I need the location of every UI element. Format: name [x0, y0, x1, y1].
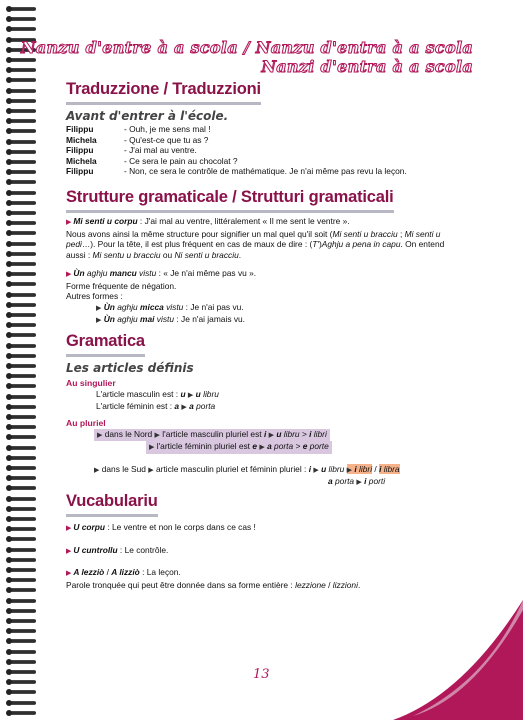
bullet-arrow-icon: ▶ [66, 525, 72, 532]
section-vucabulariu [66, 492, 158, 517]
dialogue-line [66, 145, 407, 156]
text-line [66, 429, 486, 442]
spiral-ring [6, 220, 36, 226]
spiral-ring [6, 506, 36, 512]
spiral-ring [6, 373, 36, 379]
text: : « Je n'ai même pas vu ». [156, 268, 257, 278]
term: vistu [163, 301, 184, 312]
section-traduzzione [66, 80, 261, 123]
term: vistu [136, 268, 157, 278]
example: Aghju a pena in capu [321, 239, 401, 250]
text: dans le Sud [101, 463, 146, 474]
spiral-ring [6, 363, 36, 369]
spiral-ring [6, 343, 36, 349]
spiral-ring [6, 547, 36, 553]
spiral-ring [6, 404, 36, 410]
spiral-ring [6, 638, 36, 644]
text: : Le contrôle. [117, 544, 169, 555]
term: libra [381, 463, 400, 474]
text: dans le Nord [104, 428, 153, 439]
text: : Je n'ai pas vu. [183, 301, 244, 312]
articles-singular [66, 378, 486, 414]
term: U cuntrollu [73, 544, 118, 555]
term: libru > [281, 428, 310, 439]
speaker: Filippu [66, 124, 94, 134]
term: A lizziò [111, 567, 140, 578]
text: . On entend [400, 239, 445, 250]
term: u [180, 388, 186, 399]
spiral-ring [6, 251, 36, 257]
text: : Le ventre et non le corps dans ce cas ! [105, 522, 256, 532]
spiral-ring [6, 128, 36, 134]
spiral-ring [6, 689, 36, 695]
spiral-ring [6, 98, 36, 104]
example: Ni senti u bracciu [174, 249, 239, 260]
text: L'article masculin est : [96, 388, 181, 399]
bullet-arrow-icon: ▶ [66, 271, 72, 278]
spiral-ring [6, 598, 36, 604]
form-line [66, 314, 466, 327]
header-line-1: Nanzu d'entre à a scola / Nanzu d'entra à a scola [20, 38, 473, 57]
spiral-ring [6, 332, 36, 338]
example: Mi senti u bracciu [332, 228, 398, 239]
text: ou [160, 249, 175, 260]
line-text: - Ce sera le pain au chocolat ? [124, 155, 238, 166]
spiral-ring [6, 485, 36, 491]
term: porta > [271, 441, 303, 452]
arrow-icon: ▶ [346, 466, 353, 474]
spiral-ring [6, 322, 36, 328]
term: libru [200, 388, 219, 399]
spiral-ring [6, 353, 36, 359]
spiral-ring [6, 149, 36, 155]
spiral-ring [6, 649, 36, 655]
term: i [263, 428, 267, 439]
spiral-ring [6, 475, 36, 481]
spiral-ring [6, 526, 36, 532]
text: article masculin pluriel et féminin pluriel : [153, 463, 309, 474]
spiral-ring [6, 496, 36, 502]
term: a [267, 441, 272, 452]
term: lizzioni [332, 579, 358, 590]
text: aussi : [66, 249, 93, 260]
arrow-icon: ▶ [181, 404, 187, 412]
arrow-icon: ▶ [148, 466, 154, 474]
spiral-ring [6, 292, 36, 298]
section-title: Traduzzione / Traduzzioni [66, 80, 261, 105]
term: i [364, 476, 367, 487]
spiral-ring [6, 118, 36, 124]
term: Mi senti u corpu [73, 216, 138, 226]
text: . [238, 249, 242, 260]
text: : Je n'ai jamais vu. [174, 314, 246, 325]
text: Parole tronquée qui peut être donnée dans sa forme entière : [66, 579, 296, 590]
term: porte [307, 441, 329, 452]
term: lezzione [295, 579, 326, 590]
spiral-ring [6, 6, 36, 12]
line-text: - J'ai mal au ventre. [124, 145, 197, 156]
text: Forme fréquente de négation. [66, 280, 177, 291]
spiral-ring [6, 679, 36, 685]
header-line-2: Nanzi d'entra à a scola [261, 57, 473, 76]
term: Ùn [103, 314, 115, 325]
term: Ùn [103, 301, 115, 312]
page-header [21, 38, 473, 76]
text: . [357, 579, 361, 590]
term: mancu [109, 268, 137, 278]
spiral-ring [6, 710, 36, 716]
spiral-ring [6, 26, 36, 32]
term: micca [140, 301, 164, 312]
spiral-ring [6, 108, 36, 114]
spiral-ring [6, 230, 36, 236]
term: porta [332, 476, 357, 487]
text: : J'ai mal au ventre, littéralement « Il me sent le ventre ». [137, 216, 350, 226]
spiral-ring [6, 424, 36, 430]
section-title: Strutture gramaticale / Strutturi gramaticali [66, 188, 394, 213]
term: u [276, 428, 282, 439]
dialogue-line [66, 166, 407, 177]
text: Autres formes : [66, 291, 123, 302]
text: : La leçon. [139, 567, 181, 578]
term: e [252, 441, 258, 452]
spiral-ring [6, 139, 36, 145]
spiral-ring [6, 618, 36, 624]
spiral-ring [6, 210, 36, 216]
example: Mi senti u [404, 228, 441, 239]
bullet-arrow-icon: ▶ [66, 547, 72, 555]
term: libru [326, 463, 347, 474]
speaker: Filippu [66, 166, 94, 177]
spiral-ring [6, 261, 36, 267]
spiral-ring [6, 700, 36, 706]
spiral-ring [6, 577, 36, 583]
spiral-ring [6, 271, 36, 277]
bullet-arrow-icon: ▶ [66, 219, 72, 226]
spiral-ring [6, 455, 36, 461]
subheading: Au singulier [66, 378, 116, 388]
term: i [309, 428, 312, 439]
speaker: Filippu [66, 145, 94, 156]
text: ) [319, 239, 322, 250]
term: porta [193, 401, 216, 412]
spiral-ring [6, 281, 36, 287]
dialogue-line [66, 156, 407, 167]
vocab-note [66, 580, 486, 591]
arrow-icon: ▶ [149, 444, 155, 452]
text: Nous avons ainsi la même structure pour signifier un mal quel qu'il soit ( [66, 228, 333, 239]
text-line [66, 476, 486, 489]
section-title: Vucabulariu [66, 492, 158, 517]
term: a [189, 401, 194, 412]
example: T' [312, 239, 319, 250]
term: aghju [114, 301, 141, 312]
arrow-icon: ▶ [94, 466, 100, 474]
spiral-ring [6, 659, 36, 665]
line-text: - Qu'est-ce que tu as ? [124, 134, 209, 145]
arrow-icon: ▶ [268, 431, 274, 439]
text-line [66, 401, 486, 414]
term: a [328, 476, 333, 487]
page-number: 13 [253, 667, 270, 682]
speaker: Michela [66, 134, 97, 145]
spiral-ring [6, 394, 36, 400]
bullet-arrow-icon: ▶ [96, 304, 102, 312]
term: porti [366, 476, 386, 487]
term: Ùn [73, 268, 85, 278]
term: u [195, 388, 201, 399]
grammar-paragraph-1 [66, 216, 466, 260]
spiral-ring [6, 434, 36, 440]
term: i [354, 463, 357, 474]
text: ; [397, 228, 405, 239]
spiral-ring [6, 608, 36, 614]
bullet-arrow-icon: ▶ [66, 570, 72, 578]
text: …). Pour la tête, il est plus fréquent en cas de maux de dire : ( [81, 239, 313, 250]
text: / [372, 463, 380, 474]
spiral-ring [6, 669, 36, 675]
term: i [308, 463, 312, 474]
spiral-ring [6, 77, 36, 83]
term: aghju [84, 268, 110, 278]
term: e [302, 441, 308, 452]
spiral-ring [6, 169, 36, 175]
arrow-icon: ▶ [313, 466, 319, 474]
spiral-ring [6, 241, 36, 247]
term: i [379, 463, 382, 474]
articles-plural [66, 418, 486, 489]
section-subtitle: Avant d'entrer à l'école. [66, 109, 229, 123]
spiral-ring [6, 567, 36, 573]
dialogue-line [66, 135, 407, 146]
spiral-ring [6, 190, 36, 196]
dialogue-line [66, 124, 407, 135]
text-line [66, 464, 486, 477]
spiral-ring [6, 465, 36, 471]
term: libri [311, 428, 327, 439]
line-text: - Ouh, je me sens mal ! [124, 124, 211, 134]
arrow-icon: ▶ [259, 444, 265, 452]
term: aghju [114, 314, 141, 325]
spiral-ring [6, 557, 36, 563]
speaker: Michela [66, 155, 97, 166]
text-line [66, 389, 486, 402]
arrow-icon: ▶ [187, 391, 194, 399]
text: l'article féminin pluriel est [154, 441, 253, 452]
term: vistu [154, 314, 175, 325]
form-line [66, 302, 466, 315]
spiral-ring [6, 312, 36, 318]
term: mai [140, 314, 155, 325]
bullet-arrow-icon: ▶ [96, 317, 102, 325]
spiral-ring [6, 383, 36, 389]
subheading: Au pluriel [66, 418, 106, 428]
vocab-item [66, 522, 486, 535]
text-line [66, 441, 486, 454]
term: libri [356, 463, 373, 474]
spiral-ring [6, 628, 36, 634]
term: u [321, 463, 327, 474]
spiral-ring [6, 536, 36, 542]
spiral-ring [6, 200, 36, 206]
term: U corpu [73, 522, 106, 532]
line-text: - Non, ce sera le contrôle de mathématique. Je n'ai même pas revu la leçon. [124, 166, 407, 177]
spiral-ring [6, 179, 36, 185]
text: L'article féminin est : [96, 401, 175, 412]
arrow-icon: ▶ [356, 479, 362, 487]
corner-decoration [393, 600, 523, 720]
text: / [325, 579, 333, 590]
grammar-paragraph-2 [66, 268, 466, 327]
spiral-ring [6, 16, 36, 22]
arrow-icon: ▶ [154, 431, 160, 439]
text: l'article masculin pluriel est [159, 428, 264, 439]
spiral-binding [0, 0, 40, 720]
spiral-ring [6, 414, 36, 420]
spiral-ring [6, 302, 36, 308]
term: a [174, 401, 180, 412]
section-strutture [66, 188, 394, 213]
vocab-item [66, 567, 486, 580]
example: pedi [66, 239, 82, 250]
section-subtitle: Les articles définis [66, 361, 194, 375]
spiral-ring [6, 587, 36, 593]
text: / [104, 567, 112, 578]
spiral-ring [6, 516, 36, 522]
dialogue [66, 124, 407, 177]
section-gramatica [66, 332, 194, 375]
arrow-icon: ▶ [97, 431, 103, 439]
section-title: Gramatica [66, 332, 145, 357]
spiral-ring [6, 445, 36, 451]
term: A lezziò [73, 567, 105, 578]
vocab-list [66, 522, 486, 590]
vocab-item [66, 545, 486, 558]
spiral-ring [6, 159, 36, 165]
example: Mi sentu u bracciu [92, 249, 161, 260]
spiral-ring [6, 88, 36, 94]
